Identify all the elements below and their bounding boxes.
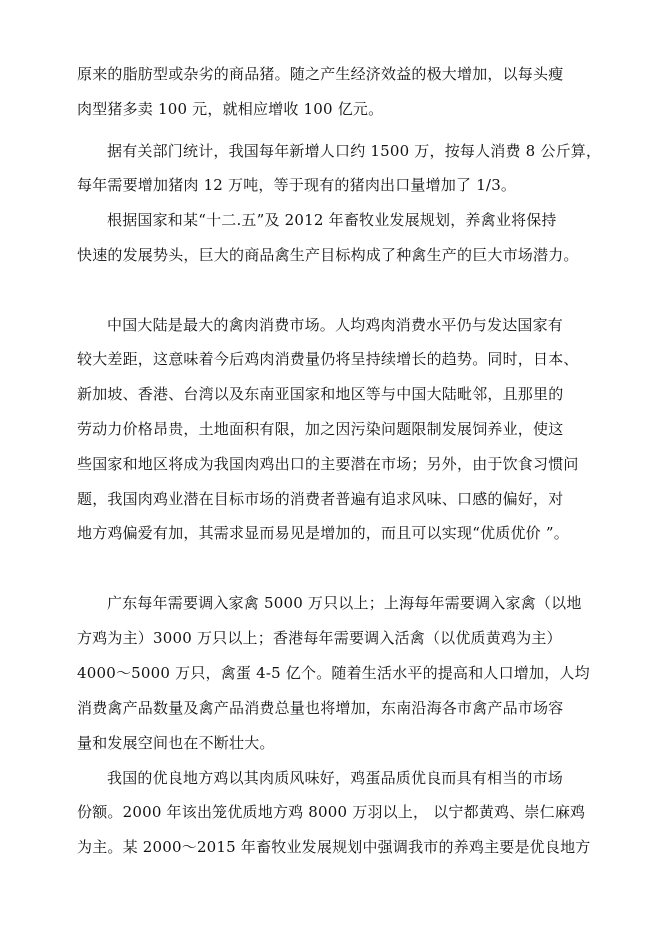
- text-line: 新加坡、香港、台湾以及东南亚国家和地区等与中国大陆毗邻，且那里的: [77, 385, 564, 403]
- text-line: 份额。2000 年该出笼优质地方鸡 8000 万羽以上， 以宁都黄鸡、崇仁麻鸡: [77, 803, 586, 821]
- text-line: 些国家和地区将成为我国肉鸡出口的主要潜在市场；另外，由于饮食习惯问: [77, 455, 579, 473]
- text-line: 快速的发展势头，巨大的商品禽生产目标构成了种禽生产的巨大市场潜力。: [77, 246, 579, 264]
- text-line: 原来的脂肪型或杂劣的商品猪。随之产生经济效益的极大增加，以每头瘦: [77, 65, 564, 83]
- text-line: 据有关部门统计，我国每年新增人口约 1500 万，按每人消费 8 公斤算，: [107, 142, 602, 160]
- text-line: 肉型猪多卖 100 元，就相应增收 100 亿元。: [77, 100, 384, 118]
- text-line: 方鸡为主）3000 万只以上；香港每年需要调入活禽（以优质黄鸡为主）: [77, 629, 562, 647]
- text-line: 4000～5000 万只，禽蛋 4-5 亿个。随着生活水平的提高和人口增加，人均: [77, 664, 590, 682]
- text-line: 地方鸡偏爱有加，其需求显而易见是增加的，而且可以实现“优质优价 ”。: [77, 524, 569, 542]
- text-line: 为主。某 2000～2015 年畜牧业发展规划中强调我市的养鸡主要是优良地方: [77, 838, 591, 856]
- text-line: 广东每年需要调入家禽 5000 万只以上；上海每年需要调入家禽（以地: [107, 594, 582, 612]
- text-line: 中国大陆是最大的禽肉消费市场。人均鸡肉消费水平仍与发达国家有: [107, 316, 564, 334]
- text-line: 较大差距，这意味着今后鸡肉消费量仍将呈持续增长的趋势。同时，日本、: [77, 350, 579, 368]
- text-line: 劳动力价格昂贵，土地面积有限，加之因污染问题限制发展饲养业，使这: [77, 420, 564, 438]
- text-line: 我国的优良地方鸡以其肉质风味好，鸡蛋品质优良而具有相当的市场: [107, 769, 564, 787]
- text-line: 量和发展空间也在不断壮大。: [77, 734, 275, 752]
- text-line: 消费禽产品数量及禽产品消费总量也将增加，东南沿海各市禽产品市场容: [77, 699, 564, 717]
- text-line: 每年需要增加猪肉 12 万吨，等于现有的猪肉出口量增加了 1/3。: [77, 176, 517, 194]
- text-line: 根据国家和某“十二.五”及 2012 年畜牧业发展规划，养禽业将保持: [107, 211, 557, 229]
- text-line: 题，我国肉鸡业潜在目标市场的消费者普遍有追求风味、口感的偏好，对: [77, 490, 564, 508]
